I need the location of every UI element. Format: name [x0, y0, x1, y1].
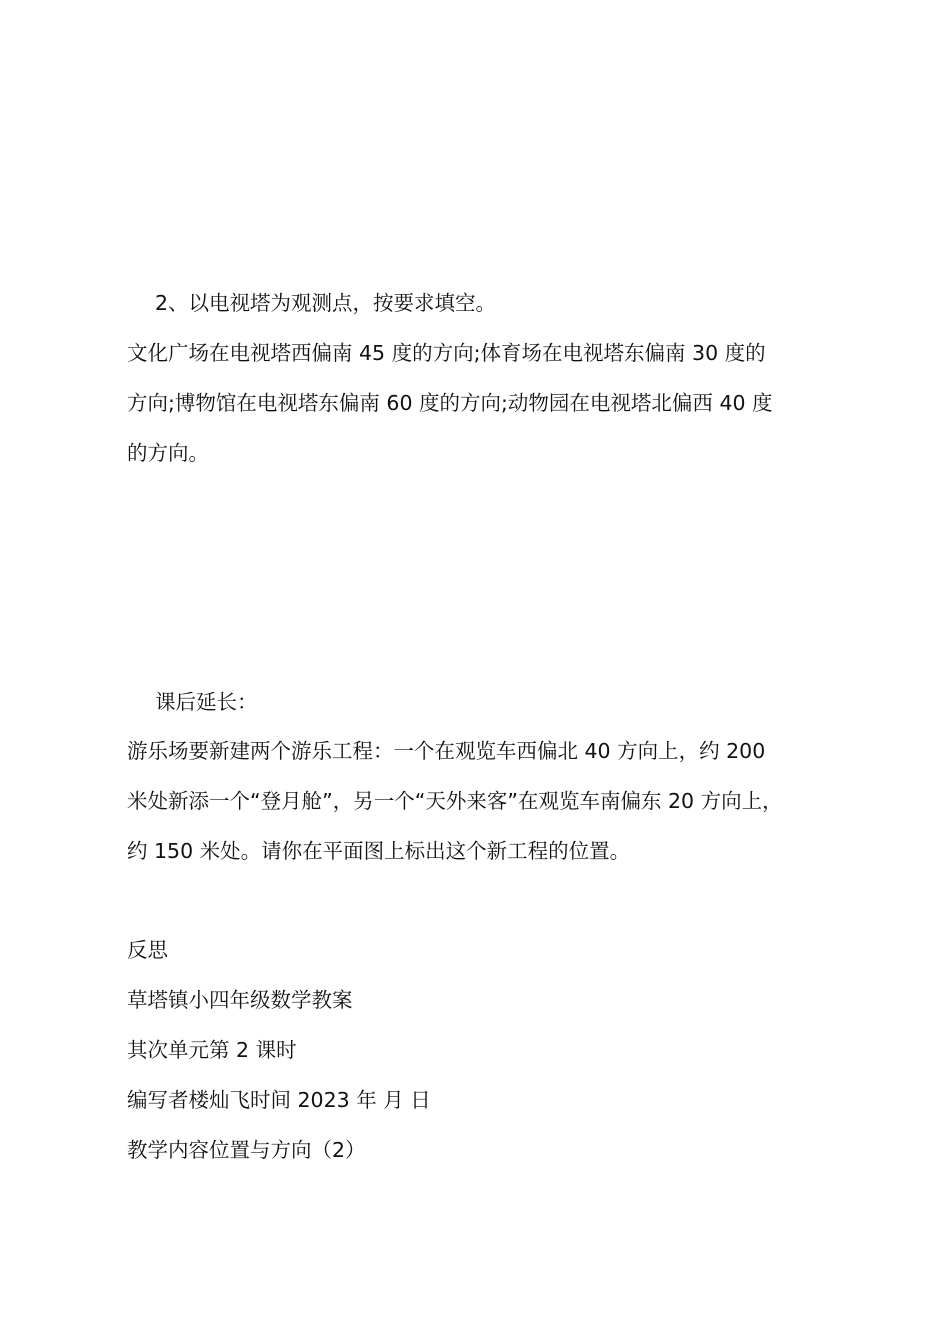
paragraph-line: 的方向。 [127, 441, 209, 465]
reflection-label: 反思 [127, 938, 168, 962]
paragraph-line: 约 150 米处。请你在平面图上标出这个新工程的位置。 [127, 839, 631, 863]
section-heading: 2、以电视塔为观测点，按要求填空。 [155, 291, 497, 315]
paragraph-line: 游乐场要新建两个游乐工程：一个在观览车西偏北 40 方向上，约 200 [127, 739, 766, 763]
lesson-plan-title: 草塔镇小四年级数学教案 [127, 988, 353, 1012]
author-date: 编写者楼灿飞时间 2023 年 月 日 [127, 1088, 431, 1112]
paragraph-line: 米处新添一个“登月舱”，另一个“天外来客”在观览车南偏东 20 方向上， [127, 789, 783, 813]
section-heading: 课后延长： [155, 690, 258, 714]
paragraph-line: 方向;博物馆在电视塔东偏南 60 度的方向;动物园在电视塔北偏西 40 度 [127, 391, 773, 415]
teaching-content: 教学内容位置与方向（2） [127, 1138, 366, 1162]
paragraph-line: 文化广场在电视塔西偏南 45 度的方向;体育场在电视塔东偏南 30 度的 [127, 341, 766, 365]
unit-lesson: 其次单元第 2 课时 [127, 1038, 297, 1062]
